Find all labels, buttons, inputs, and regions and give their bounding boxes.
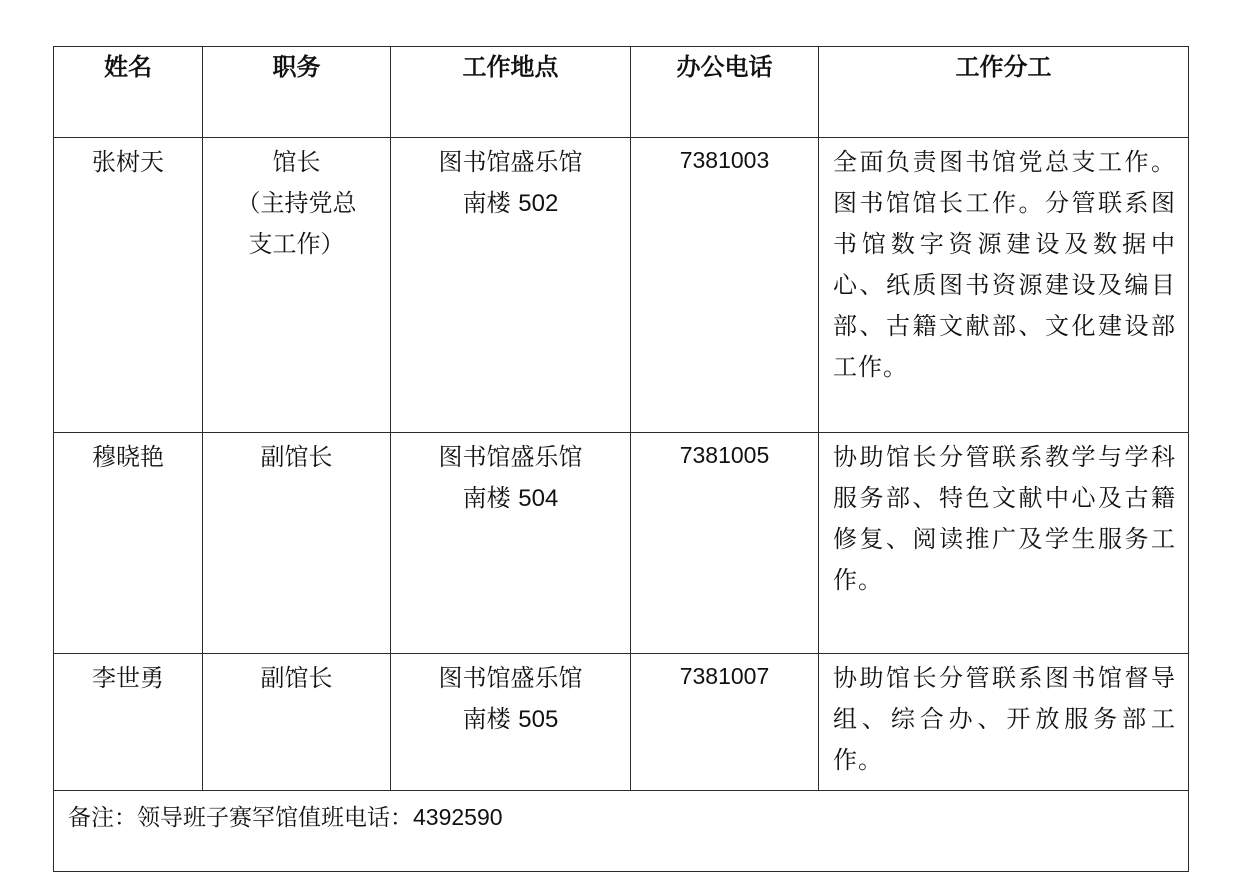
location-room-line: [391, 478, 630, 519]
location-cell: [391, 433, 631, 654]
location-prefix: 南楼: [462, 705, 519, 733]
location-building: 图书馆盛乐馆: [438, 664, 583, 692]
note-cell: [54, 791, 1189, 872]
name-cell: 李世勇: [54, 654, 203, 791]
phone-cell: 7381003: [631, 138, 819, 433]
room-number: 502: [518, 190, 559, 217]
location-prefix: 南楼: [462, 484, 519, 512]
duty-cell: 协助馆长分管联系教学与学科服务部、特色文献中心及古籍修复、阅读推广及学生服务工作。: [819, 433, 1189, 654]
note-label: 备注：领导班子赛罕馆值班电话：: [68, 805, 413, 831]
title-line: 支工作）: [248, 230, 345, 258]
header-name: 姓名: [54, 47, 203, 138]
header-phone: 办公电话: [631, 47, 819, 138]
header-location: 工作地点: [391, 47, 631, 138]
duty-phone-number: 4392590: [413, 804, 503, 830]
location-building: 图书馆盛乐馆: [438, 148, 583, 176]
title-cell: [203, 654, 391, 791]
title-cell: [203, 433, 391, 654]
location-room-line: [391, 699, 630, 740]
title-line: 副馆长: [260, 443, 333, 471]
table-row: [54, 654, 1189, 791]
room-number: 505: [518, 706, 559, 733]
name-cell: 张树天: [54, 138, 203, 433]
duty-cell: 全面负责图书馆党总支工作。图书馆馆长工作。分管联系图书馆数字资源建设及数据中心、纸质图书资源建设及编目部、古籍文献部、文化建设部工作。: [819, 138, 1189, 433]
name-cell: 穆晓艳: [54, 433, 203, 654]
title-line: （主持党总: [236, 189, 357, 217]
phone-cell: 7381005: [631, 433, 819, 654]
location-cell: [391, 138, 631, 433]
header-row: [54, 47, 1189, 138]
table-row: [54, 138, 1189, 433]
phone-cell: 7381007: [631, 654, 819, 791]
title-line: 副馆长: [260, 664, 333, 692]
location-room-line: [391, 183, 630, 224]
title-cell: [203, 138, 391, 433]
location-prefix: 南楼: [462, 189, 519, 217]
location-building: 图书馆盛乐馆: [438, 443, 583, 471]
header-duty: 工作分工: [819, 47, 1189, 138]
duty-cell: 协助馆长分管联系图书馆督导组、综合办、开放服务部工作。: [819, 654, 1189, 791]
leadership-table: [53, 46, 1189, 872]
header-title: 职务: [203, 47, 391, 138]
table-row: [54, 433, 1189, 654]
room-number: 504: [518, 485, 559, 512]
location-cell: [391, 654, 631, 791]
title-line: 馆长: [272, 148, 321, 176]
note-row: [54, 791, 1189, 872]
